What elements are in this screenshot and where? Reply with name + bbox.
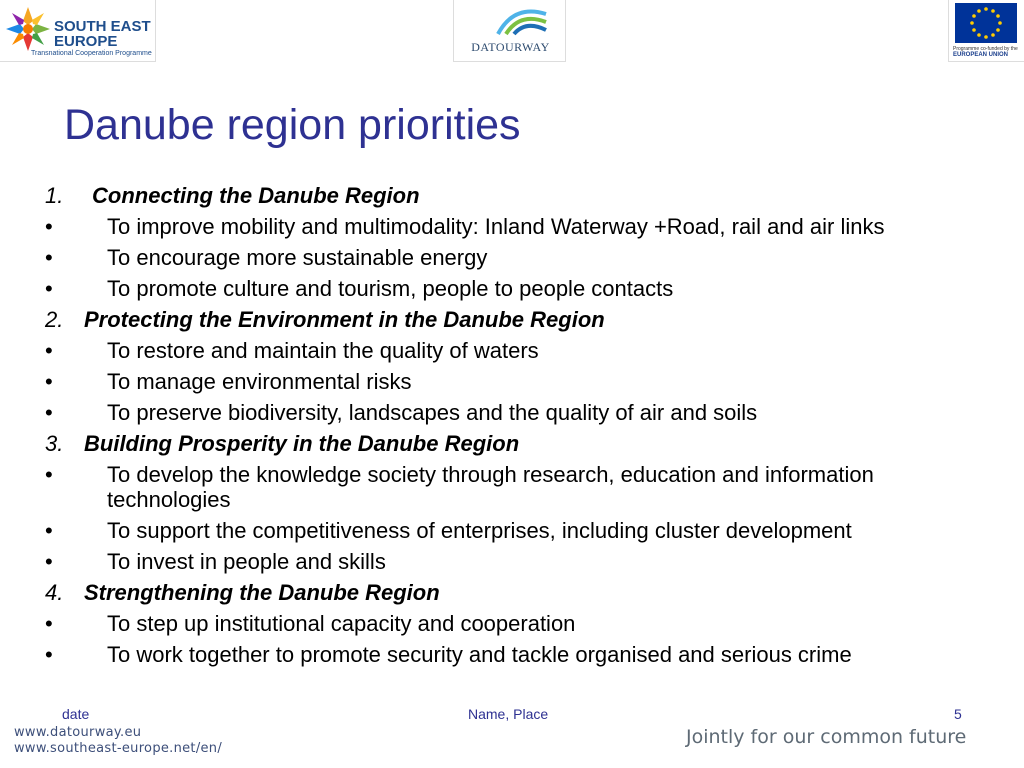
eu-caption-line2: EUROPEAN UNION [953, 52, 1009, 58]
list-item-text: To develop the knowledge society through research, education and information technologies [107, 462, 874, 512]
section-title: Building Prosperity in the Danube Region [84, 431, 520, 456]
footer-place: Name, Place [468, 706, 549, 722]
see-logo-line1: SOUTH EAST [54, 18, 151, 35]
list-item [45, 338, 985, 363]
page-number: 5 [954, 706, 962, 722]
section-number: 3. [45, 431, 64, 456]
list-item-text: To restore and maintain the quality of waters [107, 338, 539, 363]
footer-date: date [62, 706, 90, 722]
slide-content [45, 183, 985, 673]
list-item [45, 369, 985, 394]
section-number: 4. [45, 580, 64, 605]
list-item-text: To step up institutional capacity and cooperation [107, 611, 576, 636]
list-item [45, 518, 985, 543]
section-title: Strengthening the Danube Region [84, 580, 440, 605]
section-heading [45, 183, 985, 208]
section-heading [45, 307, 985, 332]
bullet-icon: • [45, 276, 53, 301]
bullet-icon: • [45, 549, 53, 574]
list-item-text: To support the competitiveness of enterprises, including cluster development [107, 518, 852, 543]
datourway-logo-text: DATOURWAY [471, 40, 550, 54]
south-east-europe-logo [0, 0, 156, 62]
section-title: Protecting the Environment in the Danube Region [84, 307, 605, 332]
bullet-icon: • [45, 642, 53, 667]
eu-flag-icon [955, 3, 1017, 43]
list-item [45, 549, 985, 574]
list-item-text: To preserve biodiversity, landscapes and the quality of air and soils [107, 400, 758, 425]
list-item [45, 462, 985, 512]
eu-logo [948, 0, 1024, 62]
section-heading [45, 580, 985, 605]
list-item-text: To manage environmental risks [107, 369, 412, 394]
bullet-icon: • [45, 369, 53, 394]
list-item-text: To work together to promote security and tackle organised and serious crime [107, 642, 852, 667]
bullet-icon: • [45, 518, 53, 543]
bullet-icon: • [45, 245, 53, 270]
list-item [45, 276, 985, 301]
bullet-icon: • [45, 214, 53, 239]
see-logo-subtitle: Transnational Cooperation Programme [31, 50, 152, 57]
eu-caption-line1: Programme co-funded by the [953, 46, 1018, 52]
section-number: 1. [45, 183, 64, 208]
list-item-text: To encourage more sustainable energy [107, 245, 488, 270]
bullet-icon: • [45, 338, 53, 363]
list-item [45, 642, 985, 667]
see-logo-line2: EUROPE [54, 33, 118, 50]
datourway-url[interactable]: www.datourway.eu [14, 725, 142, 740]
slogan: Jointly for our common future [686, 726, 967, 748]
star-flower-icon [2, 3, 54, 55]
bullet-icon: • [45, 611, 53, 636]
list-item [45, 214, 985, 239]
list-item-text: To improve mobility and multimodality: Inland Waterway +Road, rail and air links [107, 214, 885, 239]
wave-icon [454, 0, 567, 40]
list-item [45, 611, 985, 636]
bullet-icon: • [45, 462, 53, 487]
list-item [45, 400, 985, 425]
datourway-logo [453, 0, 566, 62]
list-item-text: To promote culture and tourism, people to people contacts [107, 276, 674, 301]
list-item [45, 245, 985, 270]
section-title: Connecting the Danube Region [92, 183, 420, 208]
bullet-icon: • [45, 400, 53, 425]
southeast-europe-url[interactable]: www.southeast-europe.net/en/ [14, 741, 223, 756]
section-heading [45, 431, 985, 456]
list-item-text: To invest in people and skills [107, 549, 386, 574]
section-number: 2. [45, 307, 64, 332]
slide-title: Danube region priorities [64, 101, 521, 149]
